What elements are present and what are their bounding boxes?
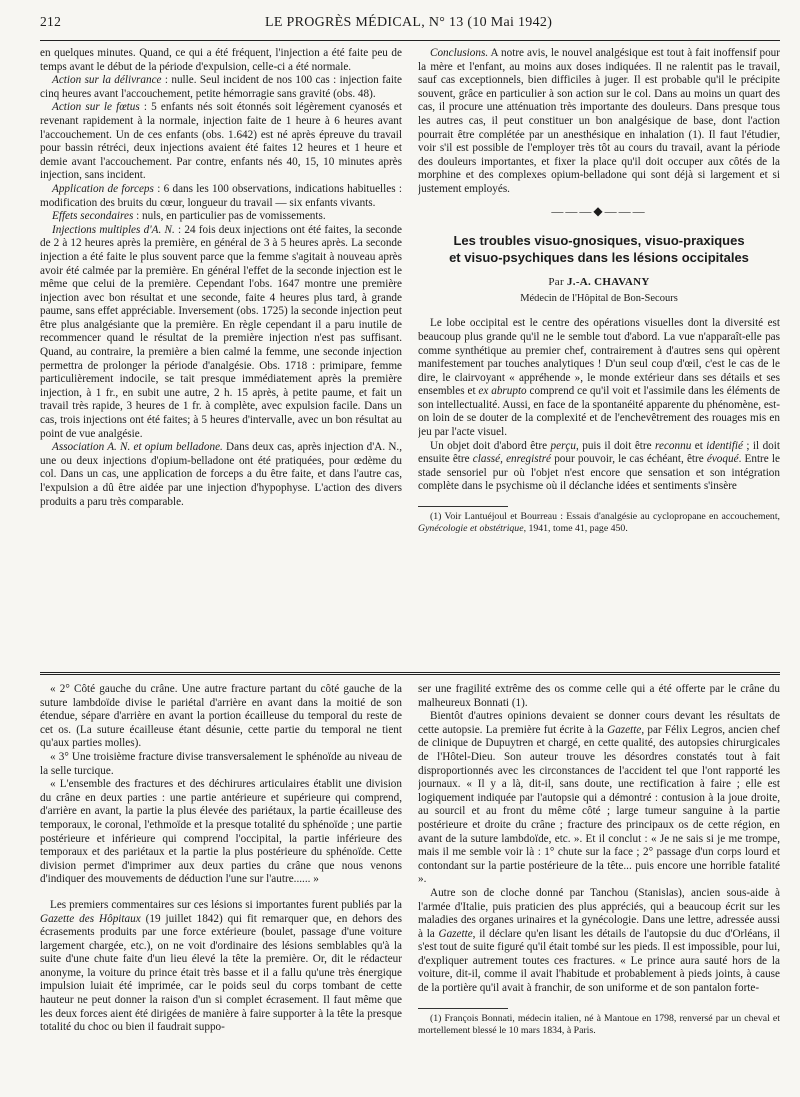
header-rule [40, 40, 780, 41]
left-column-bottom [40, 683, 402, 1078]
footnote-rule [418, 506, 508, 507]
left-column-top [40, 47, 402, 662]
paragraph: Application de forceps : 6 dans les 100 observations, indications habituelles : modification des bruits du cœur, longueur du travail — six enfants vivants. [40, 182, 402, 209]
paragraph: « 2° Côté gauche du crâne. Une autre fracture partant du côté gauche de la suture lambdoïde divise le pariétal d'arrière en avant dans la moitié de son étendue, sépare d'arrière en avant la portion écailleuse du temporal du reste de cet os. (La suture écailleuse étant désunie, cette partie du temporal ne tient qu'aux parties molles). [40, 683, 402, 750]
ornament-divider: ———◆——— [551, 203, 647, 218]
section-divider [40, 672, 780, 675]
page-number: 212 [40, 14, 62, 29]
paragraph: Action sur la délivrance : nulle. Seul incident de nos 100 cas : injection faite cinq heures avant l'accouchement, petite hémorragie sans gravité (obs. 48). [40, 74, 402, 100]
top-columns [40, 47, 780, 662]
journal-title: LE PROGRÈS MÉDICAL, N° 13 (10 Mai 1942) [264, 15, 553, 30]
right-column-bottom [418, 683, 780, 1078]
running-head [40, 14, 780, 38]
bottom-columns [40, 683, 780, 1078]
article-title: Les troubles visuo-gnosiques, visuo-praxiques et visuo-psychiques dans les lésions occipitales [449, 233, 749, 266]
journal-page [40, 14, 780, 1089]
right-column-top [418, 47, 780, 662]
paragraph: « 3° Une troisième fracture divise transversalement le sphénoïde au niveau de la selle turcique. [40, 750, 402, 777]
paragraph: en quelques minutes. Quand, ce qui a été fréquent, l'injection a été faite peu de temps avant le début de la période d'expulsion, celle-ci a été normale. [40, 47, 402, 73]
paragraph: Bientôt d'autres opinions devaient se donner cours devant les résultats de cette autopsie. La première fut écrite à la Gazette, par Félix Legros, ancien chef de clinique de Dupuytren et chargé, en cette qualité, des autopsies chirurgicales de l'Hôtel-Dieu. Son auteur trouve les désordres constatés tout à fait disproportionnés avec les circonstances de l'accident tel que l'ont rapporté les journaux. « Il y a là, dit-il, sans doute, une rectification à faire ; elle est logiquement indiquée par l'autopsie qui a démontré : contusion à la joue droite, au sourcil et au front du même côté ; large tumeur sanguine à la partie postérieure et droite du crâne ; fracture des principaux os de cette région, en avant de la suture lambdoïde, etc. ». Et il conclut : « Je ne sais si je me trompe, mais il me semble voir là : 1° chute sur la face ; 2° passage d'un corps lourd et contondant sur la partie postérieure de la tête... puis encore une horrible fatalité ». [418, 710, 780, 886]
paragraph: Effets secondaires : nuls, en particulier pas de vomissements. [52, 210, 326, 223]
paragraph: Injections multiples d'A. N. : 24 fois deux injections ont été faites, la seconde de 2 à 12 heures après la première, en général de 3 à 5 heures après. La seconde injection a été faite le plus souvent parce que la femme s'agitait à nouveau après avoir été calmée par la première. En général l'effet de la seconde injection est le même que celui de la première. Cependant l'obs. 1647 montre une première injection avec bon résultat et une seconde, faite 4 heures plus tard, à grande paume, sans effet appréciable. Inversement (obs. 1725) la seconde injection peut être plus analgésiante que la première. En règle cependant il a paru inutile de recommencer quand le résultat de la première injection n'est pas suffisant. Quand, au contraire, la première a bien calmé la femme, une seconde injection permettra de prolonger la période d'analgésie. Obs. 1718 : primipare, femme particulièrement indocile, se tait presque immédiatement après la première injection, à 1 fr., en subit une autre, 2 h. 15 après, à petite paume, et fait un travail très rapide, 3 heures de 1 fr. à complète, avec expulsion facile. Dans un cas, trois injections ont été faites; à 5 heures d'intervalle, avec un bon résultat au point de vue analgésie. [40, 223, 402, 440]
paragraph: Conclusions. A notre avis, le nouvel analgésique est tout à fait inoffensif pour la mère et l'enfant, au moins aux doses indiquées. Il ne ralentit pas le travail, sauf cas exceptionnels, bien difficiles à juger. Il est probable qu'il le précipite souvent, grâce en particulier à son action sur le col. Dans au moins un quart des cas, il procure une atténuation très importante des douleurs. Dans presque tous les autres cas, il peut constituer un bon analgésique de base, dont l'action pourrait être complétée par un anesthésique en inhalation (1). Il faut l'étudier, voir s'il est possible de l'employer très tôt au cours du travail, avant la période des douleurs importantes, et fixer la place qu'il doit occuper aux côtés de la morphine et des complexes opium-belladone qui sont déjà si largement et si justement employés. [418, 47, 780, 195]
footnote: (1) François Bonnati, médecin italien, né à Mantoue en 1798, renversé par un cheval et mortellement blessé le 10 mars 1834, à Paris. [418, 1012, 780, 1036]
paragraph: Un objet doit d'abord être perçu, puis il doit être reconnu et identifié ; il doit ensuite être classé, enregistré pour pouvoir, le cas échéant, être évoqué. Entre le stade sensoriel pur où l'objet n'est encore que sensation et son intégration complète dans le psychisme où il déclanche idées et sentiments s'insère [418, 439, 780, 493]
paragraph: ser une fragilité extrême des os comme celle qui a été offerte par le crâne du malheureux Bonnati (1). [418, 683, 780, 709]
article-author: Par J.-A. CHAVANY [548, 276, 650, 289]
paragraph: « L'ensemble des fractures et des déchirures articulaires établit une division du crâne en deux parties : une partie antérieure et supérieure qui comprend, d'arrière en avant, la partie la plus élevée des pariétaux, la partie écailleuse des temporaux, le coronal, l'ethmoïde et la presque totalité du sphénoïde ; une partie postérieure et inférieure qui comprend l'occipital, la partie inférieure des temporaux et des pariétaux et la partie la plus postérieure du sphénoïde. Cette division permet d'imprimer aux deux parties du crâne que nous venons d'indiquer des mouvements de déduction l'une sur l'autre...... » [40, 778, 402, 886]
paragraph: Autre son de cloche donné par Tanchou (Stanislas), ancien sous-aide à l'armée d'Italie, puis praticien des plus appréciés, qui a beaucoup écrit sur les maladies des organes urinaires et la gynécologie. Dans une lettre, adressée aussi à la Gazette, il déclare qu'en lisant les détails de l'autopsie du duc d'Orléans, il s'est tout de suite figuré qu'il était tombé sur les pieds. Il est impossible, pour lui, d'expliquer autrement toutes ces fractures. « Le prince aura sauté hors de la voiture, dit-il, comme il avait l'habitude et probablement à pieds joints, à cause de la portière qu'il avait à franchir, de son uniforme et de son pantalon forte- [418, 886, 780, 995]
footnote: (1) Voir Lantuéjoul et Bourreau : Essais d'analgésie au cyclopropane en accouchement, Gynécologie et obstétrique, 1941, tome 41, page 450. [418, 511, 780, 535]
footnote-rule [418, 1008, 508, 1009]
paragraph: Action sur le fœtus : 5 enfants nés soit étonnés soit légèrement cyanosés et revenant rapidement à la normale, injection faite de 1 heure à 6 heures avant l'accouchement. Un de ces enfants (obs. 1.642) est né après épreuve du travail pour bassin rétréci, deux injections avaient été faites 12 heures et 1 heure et demie avant l'accouchement. Par contre, enfants nés 40, 15, 10 minutes après injection, sans incident. [40, 101, 402, 182]
paragraph: Association A. N. et opium belladone. Dans deux cas, après injection d'A. N., une ou deux injections d'opium-belladone ont été pratiquées, pour œdème du col. Dans un cas, une application de forceps a du être faite, et dans l'autre cas, l'expulsion a dû être aidée par une injection d'hypophyse. L'action des divers produits a paru très comparable. [40, 441, 402, 508]
paragraph: Le lobe occipital est le centre des opérations visuelles dont la diversité est beaucoup plus grande qu'il ne le semble tout d'abord. La vue n'apparaît-elle pas comme synthétique au premier chef, contrairement à d'autres sens qui opèrent manifestement par touches analytiques ! D'un seul coup d'œil, c'est le cas de le dire, le clairvoyant « appréhende », le monde extérieur dans ses détails et ses ensembles et ex abrupto comprend ce qu'il voit et l'assimile dans les éléments de son intellectualité. Aussi, en face de la spontanéité apparente du phénomène, est-on loin de se douter de la complexité et de l'enchevêtrement des rouages mis en jeu par l'acte visuel. [418, 317, 780, 439]
author-affiliation: Médecin de l'Hôpital de Bon-Secours [520, 292, 678, 304]
paragraph: Les premiers commentaires sur ces lésions si importantes furent publiés par la Gazette des Hôpitaux (19 juillet 1842) qui fit remarquer que, en dehors des écrasements produits par une force extérieure (boulet, passage d'une voiture largement chargée, etc.), on ne voit d'ordinaire des lésions semblables qu'à la suite d'une chute faite d'un lieu élevé la tête la première. Or, dit le rédacteur anonyme, la voiture du prince était très basse et il a fallu qu'une très énergique impulsion luiait été imprimée, car le poids seul du corps tombant de cette hauteur ne peut donner la raison d'un si complet écrasement. Il faut même que les deux forces aient été dirigées de manière à faire supporter à la tête la presque totalité du choc ou bien il faudrait suppo- [40, 898, 402, 1034]
